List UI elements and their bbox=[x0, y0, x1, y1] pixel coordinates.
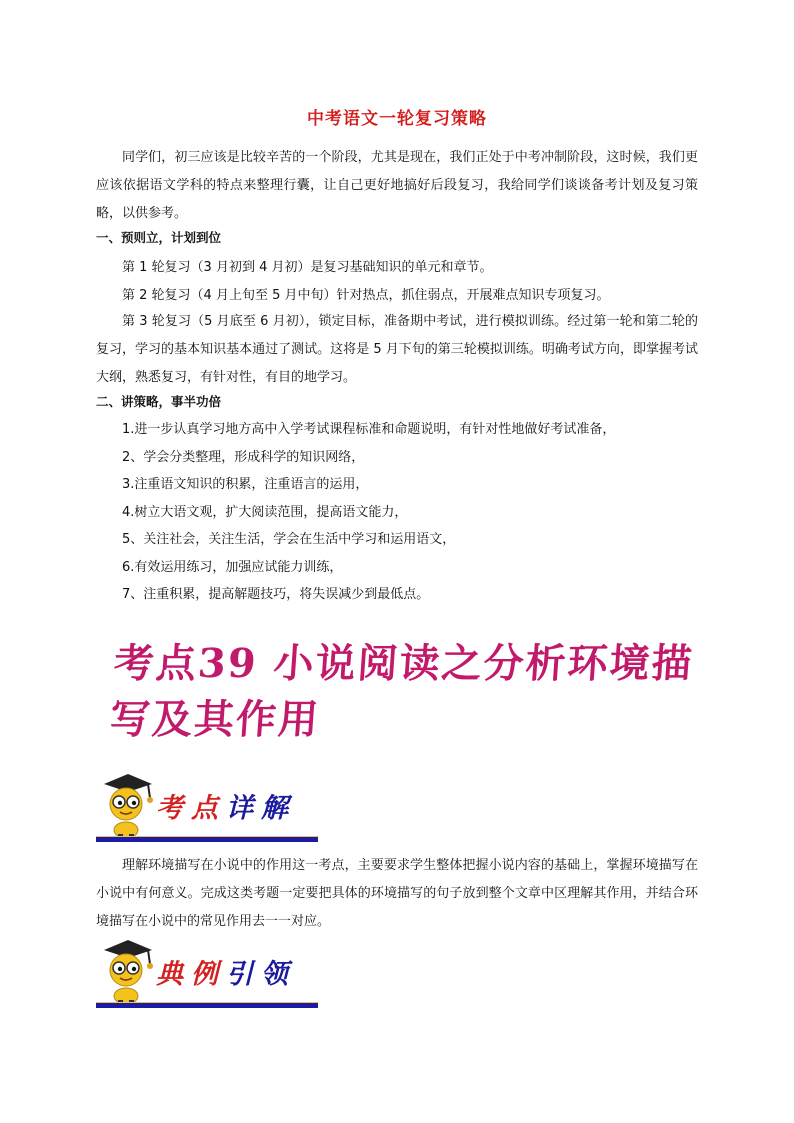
intro-paragraph: 同学们，初三应该是比较辛苦的一个阶段，尤其是现在，我们正处于中考冲制阶段，这时候，我们更应该依据语文学科的特点来整理行囊，让自己更好地搞好后段复习，我给同学们谈谈备考计划及复习策略，以供参考。 bbox=[96, 150, 698, 221]
banner-example-part2: 引领 bbox=[226, 959, 296, 990]
detail-paragraph: 理解环境描写在小说中的作用这一考点，主要要求学生整体把握小说内容的基础上，掌握环境描写在小说中有何意义。完成这类考题一定要把具体的环境描写的句子放到整个文章中区理解其作用，并结合环境描写在小说中的常见作用去一一对应。 bbox=[96, 858, 698, 929]
mascot-scholar-icon bbox=[98, 936, 156, 1006]
section1-heading: 一、预则立，计划到位 bbox=[96, 230, 222, 245]
strategy-list bbox=[122, 416, 702, 609]
banner-example-part1: 典例 bbox=[156, 959, 226, 990]
list-item: 2、学会分类整理，形成科学的知识网络， bbox=[122, 449, 365, 465]
topic-heading: 考点39 小说阅读之分析环境描写及其作用 bbox=[108, 640, 696, 743]
banner-underline bbox=[96, 836, 318, 842]
section1-p2: 第 2 轮复习（4 月上旬至 5 月中旬）针对热点，抓住弱点，开展难点知识专项复习。 bbox=[122, 288, 610, 303]
document-title: 中考语文一轮复习策略 bbox=[307, 109, 487, 129]
list-item: 5、关注社会，关注生活，学会在生活中学习和运用语文， bbox=[122, 532, 456, 547]
banner-example-title bbox=[156, 952, 296, 991]
banner-underline bbox=[96, 1002, 318, 1008]
list-item: 1.进一步认真学习地方高中入学考试课程标准和命题说明，有针对性地做好考试准备， bbox=[122, 422, 616, 437]
list-item: 7、注重积累，提高解题技巧，将失误减少到最低点。 bbox=[122, 587, 430, 602]
banner-example bbox=[96, 936, 336, 1008]
list-item: 6.有效运用练习，加强应试能力训练， bbox=[122, 559, 343, 575]
list-item: 4.树立大语文观，扩大阅读范围，提高语文能力， bbox=[122, 504, 408, 520]
section1-p1: 第 1 轮复习（3 月初到 4 月初）是复习基础知识的单元和章节。 bbox=[122, 260, 493, 275]
banner-detail bbox=[96, 770, 336, 842]
mascot-scholar-icon bbox=[98, 770, 156, 840]
section1-p3: 第 3 轮复习（5 月底至 6 月初），锁定目标，准备期中考试，进行模拟训练。经过第一轮和第二轮的复习，学习的基本知识基本通过了测试。这将是 5 月下旬的第三轮模拟训练。明确考试方向，即掌握考试大纲，熟悉复习，有针对性，有目的地学习。 bbox=[96, 314, 698, 385]
section2-heading: 二、讲策略，事半功倍 bbox=[96, 394, 222, 409]
banner-detail-part1: 考点 bbox=[156, 793, 226, 824]
banner-detail-title bbox=[156, 786, 296, 825]
list-item: 3.注重语文知识的积累，注重语言的运用， bbox=[122, 477, 369, 492]
banner-detail-part2: 详解 bbox=[226, 793, 296, 824]
